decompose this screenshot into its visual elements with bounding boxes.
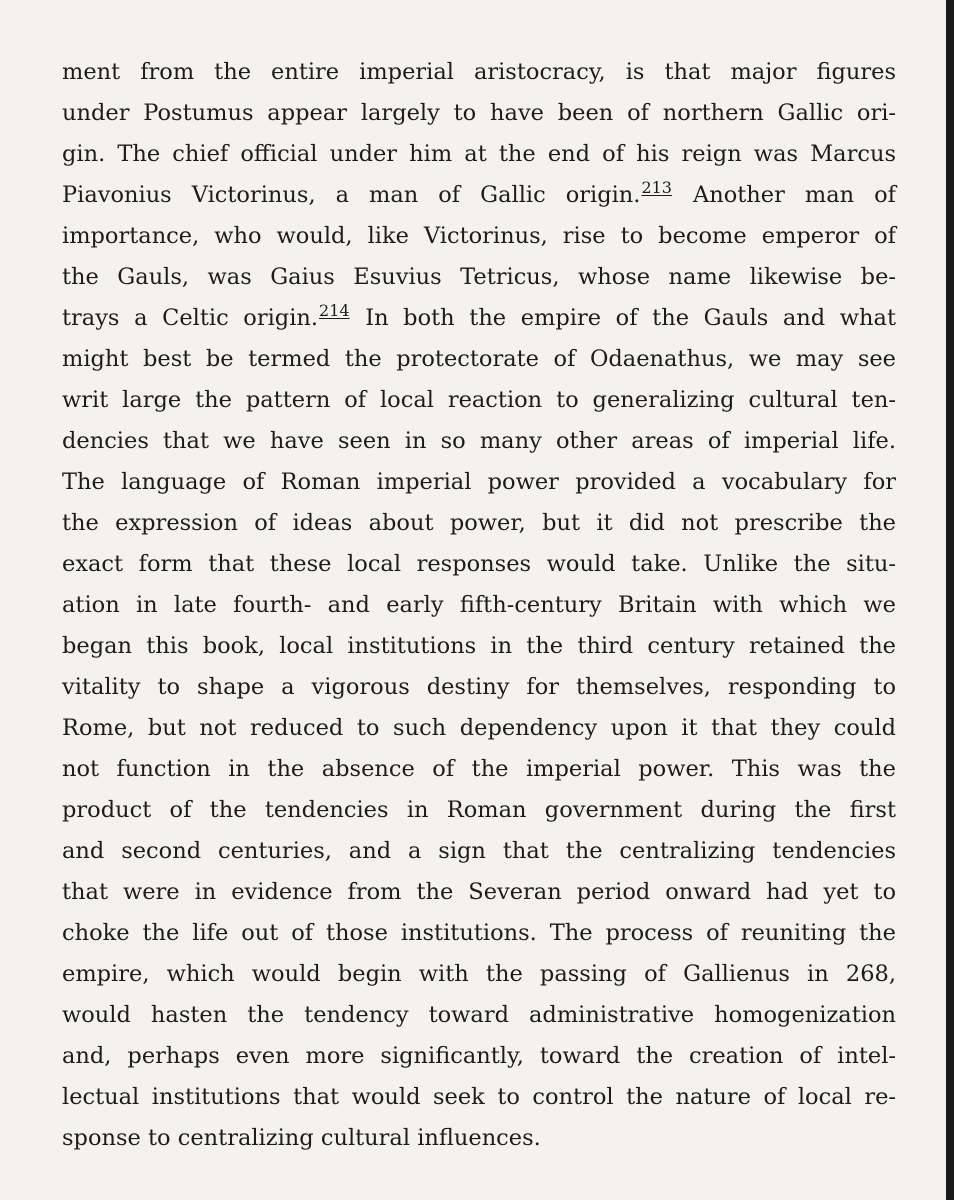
text-line: that were in evidence from the Severan period onward had yet to: [62, 879, 896, 905]
text-segment: Another man of: [672, 182, 896, 208]
text-line: would hasten the tendency toward administrative homogenization: [62, 1002, 896, 1028]
text-line: importance, who would, like Victorinus, rise to become emperor of: [62, 223, 896, 249]
text-line: might best be termed the protectorate of Odaenathus, we may see: [62, 346, 896, 372]
text-line: product of the tendencies in Roman government during the first: [62, 797, 896, 823]
text-segment: Piavonius Victorinus, a man of Gallic origin.: [62, 182, 641, 208]
text-line: The language of Roman imperial power provided a vocabulary for: [62, 469, 896, 495]
text-line: under Postumus appear largely to have been of northern Gallic ori-: [62, 100, 896, 126]
text-line: [62, 175, 896, 215]
text-line: exact form that these local responses would take. Unlike the situ-: [62, 551, 896, 577]
footnote-link-213[interactable]: 213: [641, 178, 672, 197]
text-line: began this book, local institutions in the third century retained the: [62, 633, 896, 659]
text-line: vitality to shape a vigorous destiny for themselves, responding to: [62, 674, 896, 700]
text-line: the expression of ideas about power, but it did not prescribe the: [62, 510, 896, 536]
text-line: not function in the absence of the imperial power. This was the: [62, 756, 896, 782]
text-segment: trays a Celtic origin.: [62, 305, 319, 331]
text-line: Rome, but not reduced to such dependency upon it that they could: [62, 715, 896, 741]
text-line: ation in late fourth- and early fifth-century Britain with which we: [62, 592, 896, 618]
text-line: and, perhaps even more significantly, toward the creation of intel-: [62, 1043, 896, 1069]
text-line: lectual institutions that would seek to control the nature of local re-: [62, 1084, 896, 1110]
text-line: gin. The chief official under him at the end of his reign was Marcus: [62, 141, 896, 167]
text-line: the Gauls, was Gaius Esuvius Tetricus, whose name likewise be-: [62, 264, 896, 290]
text-line: empire, which would begin with the passing of Gallienus in 268,: [62, 961, 896, 987]
text-line: writ large the pattern of local reaction to generalizing cultural ten-: [62, 387, 896, 413]
text-line: and second centuries, and a sign that the centralizing tendencies: [62, 838, 896, 864]
text-line: [62, 298, 896, 338]
text-segment: In both the empire of the Gauls and what: [350, 305, 896, 331]
text-line: choke the life out of those institutions. The process of reuniting the: [62, 920, 896, 946]
text-line: ment from the entire imperial aristocracy, is that major figures: [62, 59, 896, 85]
footnote-link-214[interactable]: 214: [319, 301, 350, 320]
text-line: dencies that we have seen in so many other areas of imperial life.: [62, 428, 896, 454]
text-line: sponse to centralizing cultural influences.: [62, 1125, 541, 1151]
